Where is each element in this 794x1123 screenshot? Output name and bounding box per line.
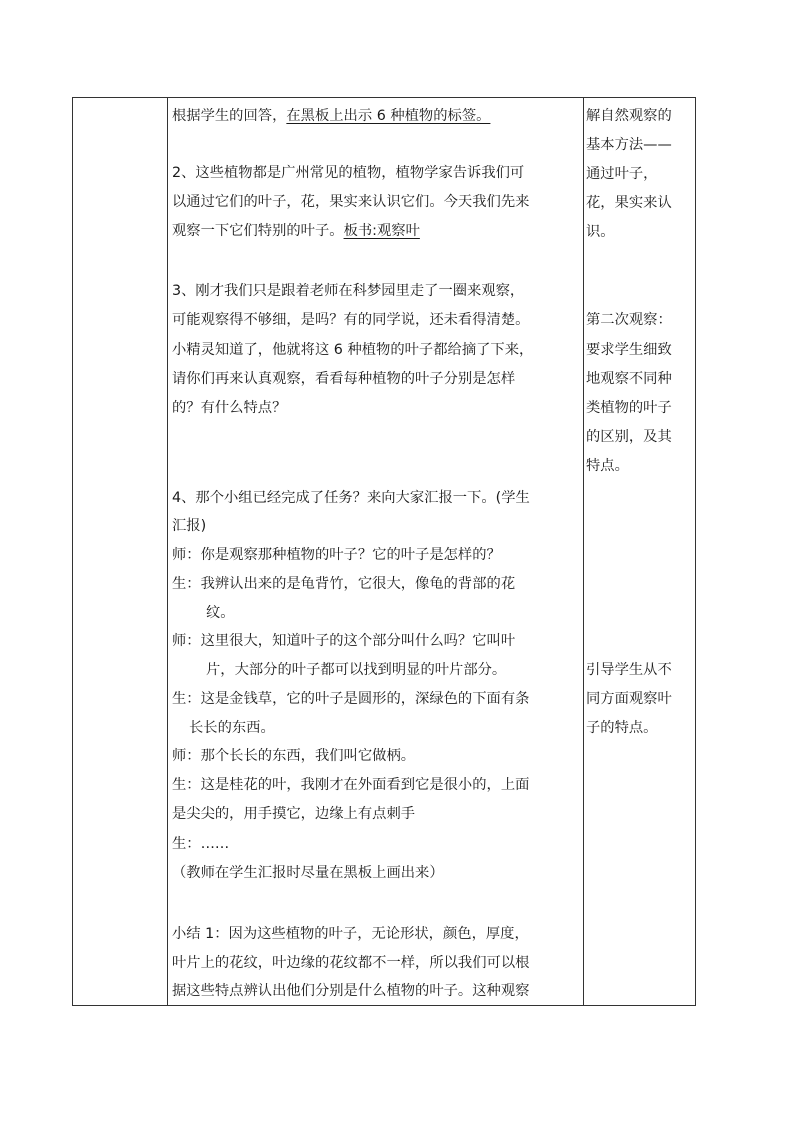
- text-line: 根据学生的回答，在黑板上出示 6 种植物的标签。: [172, 108, 491, 124]
- note-line: 第二次观察：: [586, 312, 672, 328]
- text-line: 3、刚才我们只是跟着老师在科梦园里走了一圈来观察，: [172, 283, 525, 299]
- text-line: 汇报): [172, 518, 207, 534]
- text-line: 的？有什么特点？: [172, 400, 287, 416]
- column-divider-1: [167, 98, 168, 1005]
- note-line: 花，果实来认: [586, 195, 672, 211]
- note-line: 引导学生从不: [586, 662, 672, 678]
- text-line: 纹。: [206, 605, 235, 621]
- text-line: 小结 1：因为这些植物的叶子，无论形状，颜色，厚度，: [172, 926, 529, 942]
- text-line: 生：……: [172, 836, 230, 852]
- text-line: 可能观察得不够细，是吗？有的同学说，还未看得清楚。: [172, 312, 530, 328]
- note-line: 地观察不同种: [586, 371, 672, 387]
- text-line: 师：这里很大，知道叶子的这个部分叫什么吗？它叫叶: [172, 633, 516, 649]
- text-line: 以通过它们的叶子，花，果实来认识它们。今天我们先来: [172, 194, 530, 210]
- text-line: 4、那个小组已经完成了任务？来向大家汇报一下。(学生: [172, 490, 530, 506]
- text-line: （教师在学生汇报时尽量在黑板上画出来）: [172, 865, 444, 881]
- text-line: 观察一下它们特别的叶子。板书:观察叶: [172, 223, 420, 239]
- text-line: 生：这是桂花的叶，我刚才在外面看到它是很小的，上面: [172, 777, 530, 793]
- text-line: 生：我辨认出来的是龟背竹，它很大，像龟的背部的花: [172, 576, 516, 592]
- column-divider-2: [583, 98, 584, 1005]
- text-line: 片，大部分的叶子都可以找到明显的叶片部分。: [206, 662, 507, 678]
- note-line: 识。: [586, 224, 615, 240]
- text-line: 师：你是观察那种植物的叶子？它的叶子是怎样的？: [172, 547, 501, 563]
- note-line: 同方面观察叶: [586, 691, 672, 707]
- note-line: 要求学生细致: [586, 342, 672, 358]
- note-line: 特点。: [586, 458, 629, 474]
- note-line: 通过叶子，: [586, 166, 658, 182]
- text-line: 生：这是金钱草，它的叶子是圆形的，深绿色的下面有条: [172, 691, 530, 707]
- note-line: 解自然观察的: [586, 108, 672, 124]
- note-line: 类植物的叶子: [586, 400, 672, 416]
- text-line: 小精灵知道了，他就将这 6 种植物的叶子都给摘了下来，: [172, 342, 534, 358]
- text-line: 叶片上的花纹，叶边缘的花纹都不一样，所以我们可以根: [172, 955, 530, 971]
- lesson-plan-table: [72, 97, 696, 1006]
- note-line: 的区别，及其: [586, 429, 672, 445]
- text-line: 2、这些植物都是广州常见的植物，植物学家告诉我们可: [172, 165, 525, 181]
- text-line: 师：那个长长的东西，我们叫它做柄。: [172, 748, 416, 764]
- text-line: 是尖尖的，用手摸它，边缘上有点刺手: [172, 806, 416, 822]
- note-line: 基本方法——: [586, 137, 672, 153]
- text-line: 据这些特点辨认出他们分别是什么植物的叶子。这种观察: [172, 983, 530, 999]
- text-line: 长长的东西。: [189, 720, 275, 736]
- note-line: 子的特点。: [586, 720, 658, 736]
- text-line: 请你们再来认真观察，看看每种植物的叶子分别是怎样: [172, 371, 516, 387]
